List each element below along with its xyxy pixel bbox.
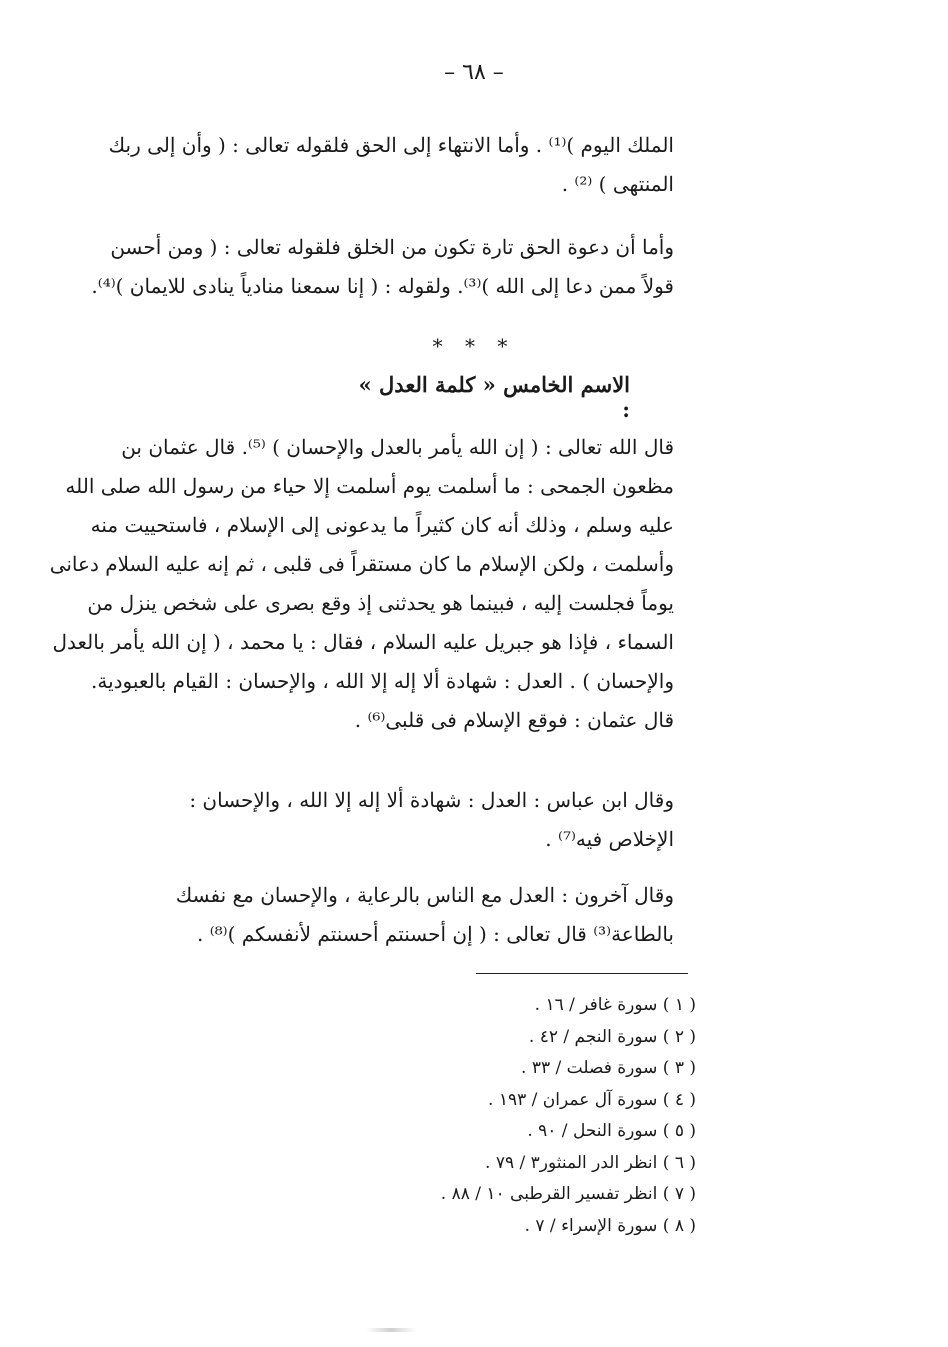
text-line: السماء ، فإذا هو جبريل عليه السلام ، فقال : يا محمد ، ( إن الله يأمر بالعدل — [52, 630, 674, 654]
paragraph-1 — [22, 126, 674, 204]
text-line: قولاً ممن دعا إلى الله )⁽³⁾. ولقوله : ( إنا سمعنا منادياً ينادى للايمان )⁽⁴⁾. — [91, 274, 674, 298]
text-line: مظعون الجمحى : ما أسلمت يوم أسلمت إلا حياء من رسول الله صلى الله — [65, 474, 674, 498]
footnote: ( ٢ ) سورة النجم / ٤٢ . — [528, 1026, 696, 1047]
text-line: عليه وسلم ، وذلك أنه كان كثيراً ما يدعونى إلى الإسلام ، فاستحييت منه — [90, 513, 674, 537]
paragraph-3 — [22, 428, 674, 740]
text-line: بالطاعة⁽³⁾ قال تعالى : ( إن أحسنتم أحسنتم لأنفسكم )⁽⁸⁾ . — [197, 922, 674, 946]
scan-smudge — [366, 1328, 416, 1332]
text-line: الإخلاص فيه⁽⁷⁾ . — [545, 827, 674, 851]
footnote-divider — [476, 973, 688, 974]
page-number: – ٦٨ – — [444, 60, 504, 85]
section-separator: * * * — [432, 334, 516, 358]
footnote: ( ٦ ) انظر الدر المنثور٣ / ٧٩ . — [485, 1152, 696, 1173]
text-line: وقال آخرون : العدل مع الناس بالرعاية ، والإحسان مع نفسك — [175, 883, 674, 907]
footnote: ( ٥ ) سورة النحل / ٩٠ . — [527, 1121, 696, 1141]
text-line: قال عثمان : فوقع الإسلام فى قلبى⁽⁶⁾ . — [354, 708, 674, 732]
text-line: الملك اليوم )⁽¹⁾ . وأما الانتهاء إلى الحق فلقوله تعالى : ( وأن إلى ربك — [108, 133, 674, 157]
footnote: ( ٤ ) سورة آل عمران / ١٩٣ . — [488, 1089, 696, 1110]
text-line: المنتهى ) ⁽²⁾ . — [561, 172, 674, 196]
paragraph-5 — [22, 876, 674, 954]
text-line: وأسلمت ، ولكن الإسلام ما كان مستقراً فى قلبى ، ثم إنه عليه السلام دعانى — [49, 552, 674, 576]
footnotes — [360, 990, 696, 1242]
text-line: والإحسان ) . العدل : شهادة ألا إله إلا الله ، والإحسان : القيام بالعبودية. — [91, 669, 674, 693]
footnote: ( ٧ ) انظر تفسير القرطبى ١٠ / ٨٨ . — [440, 1184, 696, 1204]
section-heading: الاسم الخامس « كلمة العدل » : — [358, 372, 630, 422]
footnote: ( ١ ) سورة غافر / ١٦ . — [534, 995, 696, 1015]
text-line: وأما أن دعوة الحق تارة تكون من الخلق فلقوله تعالى : ( ومن أحسن — [110, 235, 674, 259]
paragraph-2 — [22, 228, 674, 306]
text-line: قال الله تعالى : ( إن الله يأمر بالعدل والإحسان ) ⁽⁵⁾. قال عثمان بن — [121, 435, 674, 459]
footnote: ( ٣ ) سورة فصلت / ٣٣ . — [521, 1058, 696, 1078]
paragraph-4 — [22, 781, 674, 859]
footnote: ( ٨ ) سورة الإسراء / ٧ . — [524, 1215, 696, 1236]
text-line: وقال ابن عباس : العدل : شهادة ألا إله إلا الله ، والإحسان : — [189, 788, 674, 812]
text-line: يوماً فجلست إليه ، فبينما هو يحدثنى إذ وقع بصرى على شخص ينزل من — [87, 591, 674, 615]
